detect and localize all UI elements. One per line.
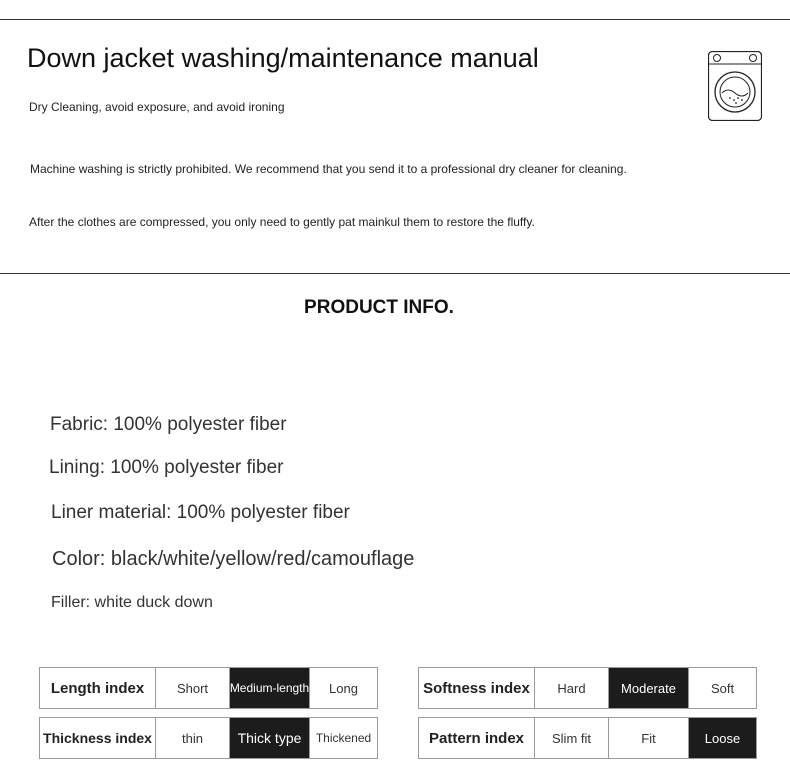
pattern-index-label: Pattern index bbox=[428, 729, 525, 747]
spec-liner-material: Liner material: 100% polyester fiber bbox=[51, 502, 350, 523]
thickness-option-thin: thin bbox=[155, 718, 229, 758]
length-index-table bbox=[39, 667, 378, 709]
spec-color: Color: black/white/yellow/red/camouflage bbox=[52, 548, 415, 570]
length-option-long: Long bbox=[309, 668, 377, 708]
washing-machine-icon bbox=[708, 51, 762, 121]
thickness-index-table bbox=[39, 717, 378, 759]
length-option-medium-length: Medium-length bbox=[229, 668, 309, 708]
care-title: Down jacket washing/maintenance manual bbox=[27, 43, 539, 73]
care-note-restore-fluffy: After the clothes are compressed, you only need to gently pat mainkul them to restore the fluffy. bbox=[29, 215, 535, 229]
pattern-option-loose: Loose bbox=[688, 718, 756, 758]
spec-lining: Lining: 100% polyester fiber bbox=[49, 457, 284, 478]
care-note-dry-cleaning: Dry Cleaning, avoid exposure, and avoid ironing bbox=[29, 100, 285, 114]
softness-option-moderate: Moderate bbox=[608, 668, 688, 708]
thickness-index-label: Thickness index bbox=[43, 730, 152, 746]
pattern-index-table bbox=[418, 717, 757, 759]
softness-option-soft: Soft bbox=[688, 668, 756, 708]
pattern-option-fit: Fit bbox=[608, 718, 688, 758]
softness-index-table bbox=[418, 667, 757, 709]
spec-filler: Filler: white duck down bbox=[51, 594, 213, 611]
section-divider bbox=[0, 273, 790, 274]
softness-index-label: Softness index bbox=[423, 679, 530, 697]
spec-fabric: Fabric: 100% polyester fiber bbox=[50, 414, 287, 435]
product-info-heading: PRODUCT INFO. bbox=[304, 297, 454, 318]
thickness-option-thickened: Thickened bbox=[309, 718, 377, 758]
length-option-short: Short bbox=[155, 668, 229, 708]
thickness-option-thick-type: Thick type bbox=[229, 718, 309, 758]
care-note-no-machine-wash: Machine washing is strictly prohibited. We recommend that you send it to a professional dry cleaner for cleaning. bbox=[30, 162, 627, 176]
top-divider bbox=[0, 19, 790, 20]
length-index-label: Length index bbox=[50, 679, 145, 697]
softness-option-hard: Hard bbox=[534, 668, 608, 708]
pattern-option-slim-fit: Slim fit bbox=[534, 718, 608, 758]
